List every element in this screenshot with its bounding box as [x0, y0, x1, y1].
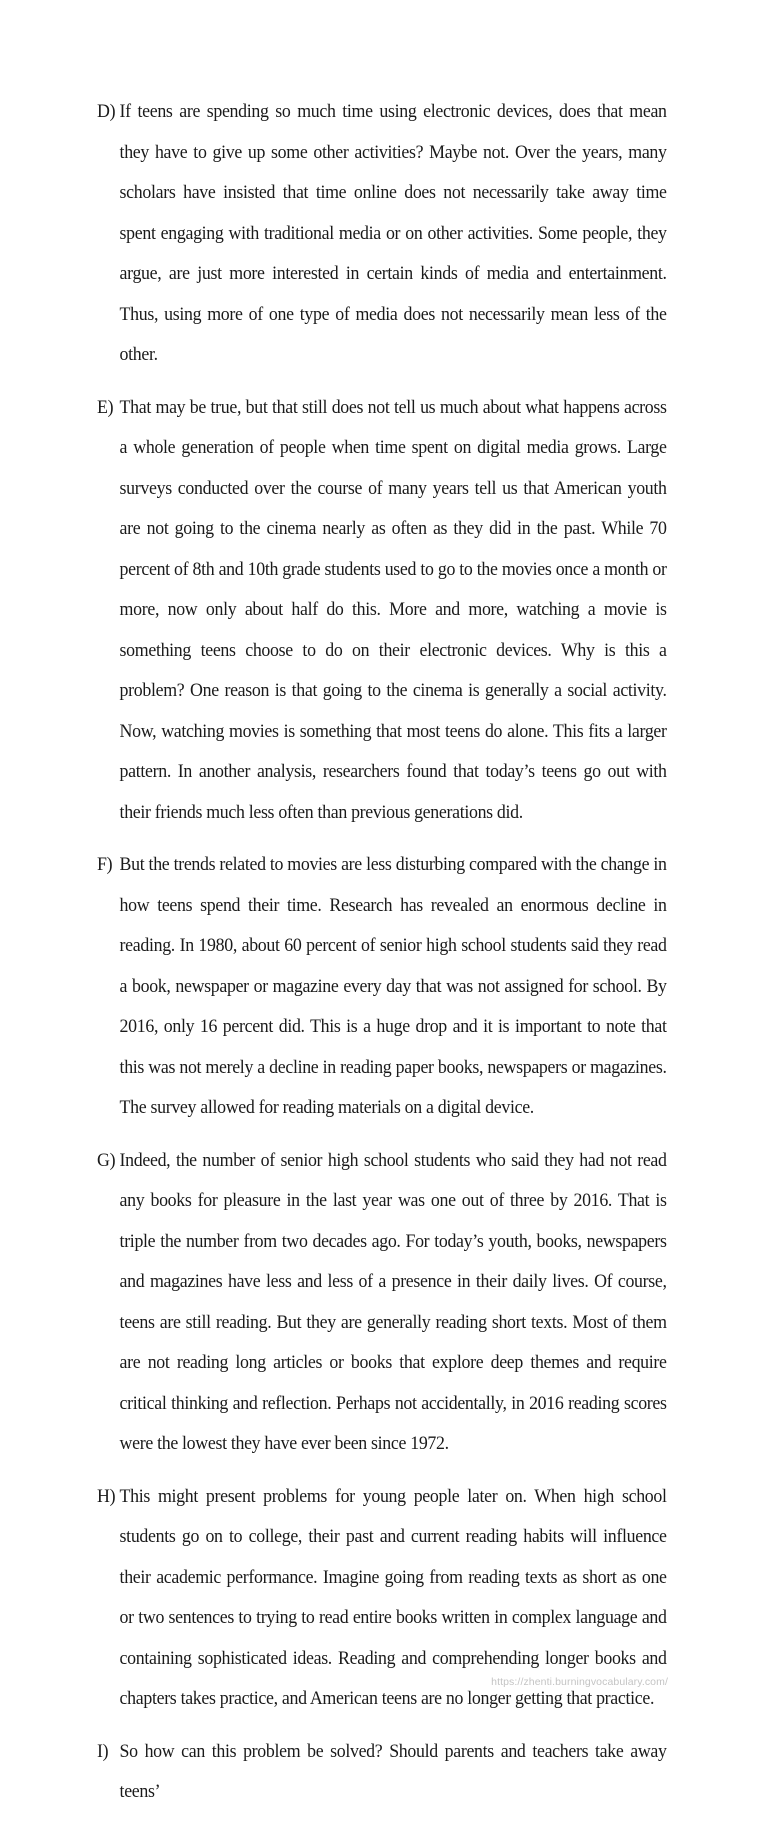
paragraph-label: I) — [97, 1740, 109, 1762]
paragraph-text: That may be true, but that still does not tell us much about what happens across a whole generation of people when time spent on digital media grows. Large surveys conducted over the course of many years tell us that American youth are not going to the cinema nearly as often as they did in the past. While 70 percent of 8th and 10th grade students used to go to the movies once a month or more, now only about half do this. More and more, watching a movie is something teens choose to do on their electronic devices. Why is this a problem? One reason is that going to the cinema is generally a social activity. Now, watching movies is something that most teens do alone. This fits a larger pattern. In another analysis, researchers found that today’s teens go out with their friends much less often than previous generations did. — [119, 396, 667, 823]
paragraph-i — [97, 1732, 667, 1813]
paragraph-label: H) — [97, 1485, 116, 1507]
paragraph-g — [97, 1141, 667, 1465]
article-body — [97, 92, 667, 1825]
paragraph-e — [97, 388, 667, 834]
paragraph-text: So how can this problem be solved? Should parents and teachers take away teens’ — [119, 1740, 667, 1802]
source-url[interactable]: https://zhenti.burningvocabulary.com/ — [491, 1676, 668, 1688]
paragraph-text: This might present problems for young people later on. When high school students go on to college, their past and current reading habits will influence their academic performance. Imagine going from reading texts as short as one or two sentences to trying to read entire books written in complex language and containing sophisticated ideas. Reading and comprehending longer books and chapters takes practice, and American teens are no longer getting that practice. — [119, 1485, 667, 1709]
paragraph-label: D) — [97, 101, 116, 122]
paragraph-label: E) — [97, 396, 114, 418]
paragraph-label: G) — [97, 1149, 116, 1171]
paragraph-text: If teens are spending so much time using electronic devices, does that mean they have to give up some other activities? Maybe not. Over the years, many scholars have insisted that time online does not necessarily take away time spent engaging with traditional media or on other activities. Some people, they argue, are just more interested in certain kinds of media and entertainment. Thus, using more of one type of media does not necessarily mean less of the other. — [119, 101, 667, 365]
paragraph-text: But the trends related to movies are less disturbing compared with the change in how teens spend their time. Research has revealed an enormous decline in reading. In 1980, about 60 percent of senior high school students said they read a book, newspaper or magazine every day that was not assigned for school. By 2016, only 16 percent did. This is a huge drop and it is important to note that this was not merely a decline in reading paper books, newspapers or magazines. The survey allowed for reading materials on a digital device. — [119, 854, 667, 1118]
paragraph-text: Indeed, the number of senior high school students who said they had not read any books for pleasure in the last year was one out of three by 2016. That is triple the number from two decades ago. For today’s youth, books, newspapers and magazines have less and less of a presence in their daily lives. Of course, teens are still reading. But they are generally reading short texts. Most of them are not reading long articles or books that explore deep themes and require critical thinking and reflection. Perhaps not accidentally, in 2016 reading scores were the lowest they have ever been since 1972. — [119, 1149, 667, 1454]
paragraph-f — [97, 845, 667, 1129]
paragraph-label: F) — [97, 854, 113, 875]
paragraph-d — [97, 92, 667, 376]
